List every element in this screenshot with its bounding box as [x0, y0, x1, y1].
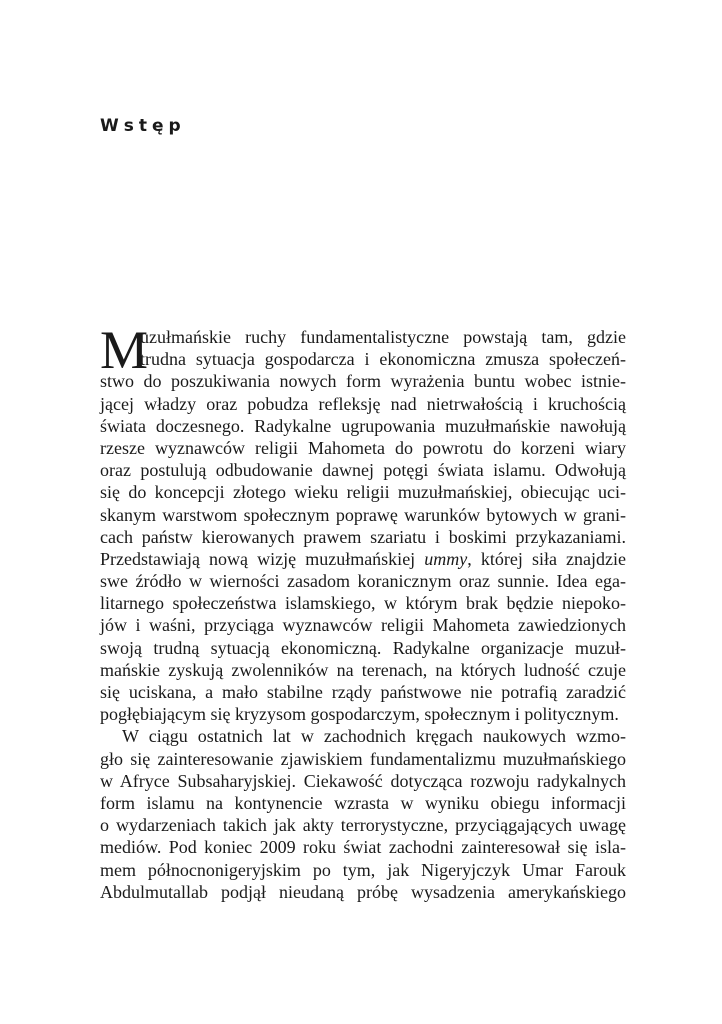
text-line: jów i waśni, przyciąga wyznawców religii Mahometa zawiedzionych — [100, 615, 626, 636]
text-line: W ciągu ostatnich lat w zachodnich kręgach naukowych wzmo- — [122, 726, 626, 747]
text-line: mańskie zyskują zwolenników na terenach, na których ludność czuje — [100, 659, 626, 680]
text-line: w Afryce Subsaharyjskiej. Ciekawość dotycząca rozwoju radykalnych — [100, 770, 626, 791]
text-line: o wydarzeniach takich jak akty terrorystyczne, przyciągających uwagę — [100, 815, 626, 836]
text-line: mem północnonigeryjskim po tym, jak Nigeryjczyk Umar Farouk — [100, 859, 626, 880]
text-line: świata doczesnego. Radykalne ugrupowania muzułmańskie nawołują — [100, 415, 626, 436]
text-line: uzułmańskie ruchy fundamentalistyczne powstają tam, gdzie — [140, 327, 626, 347]
italic-term: ummy — [424, 548, 468, 569]
text-line: gło się zainteresowanie zjawiskiem fundamentalizmu muzułmańskiego — [100, 748, 626, 769]
text-line: stwo do poszukiwania nowych form wyrażenia buntu wobec istnie- — [100, 371, 626, 392]
text-line: pogłębiającym się kryzysom gospodarczym, społecznym i politycznym. — [100, 704, 619, 725]
text-line: rzesze wyznawców religii Mahometa do powrotu do korzeni wiary — [100, 437, 626, 458]
text-line: form islamu na kontynencie wzrasta w wyniku obiegu informacji — [100, 792, 626, 813]
text-line: oraz postulują odbudowanie dawnej potęgi świata islamu. Odwołują — [100, 460, 626, 481]
text-line: swoją trudną sytuacją ekonomiczną. Radykalne organizacje muzuł- — [100, 637, 626, 658]
text-line: cach państw kierowanych prawem szariatu i boskimi przykazaniami. — [100, 526, 626, 547]
text-segment: , której siła znajdzie — [467, 548, 626, 569]
text-segment: Przedstawiają nową wizję muzułmańskiej — [100, 548, 425, 569]
body-text — [100, 320, 626, 903]
chapter-heading: Wstęp — [100, 116, 186, 136]
text-line: swe źródło w wierności zasadom koranicznym oraz sunnie. Idea ega- — [100, 571, 626, 592]
text-line-ummy — [100, 548, 626, 570]
text-line: się uciskana, a mało stabilne rządy państwowe nie potrafią zaradzić — [100, 682, 626, 702]
text-line: się do koncepcji złotego wieku religii muzułmańskiej, obiecując uci- — [100, 482, 626, 503]
text-line: litarnego społeczeństwa islamskiego, w którym brak będzie niepoko- — [100, 593, 626, 614]
text-line: Abdulmutallab podjął nieudaną próbę wysadzenia amerykańskiego — [100, 881, 626, 902]
text-line: mediów. Pod koniec 2009 roku świat zachodni zainteresował się isla- — [100, 837, 626, 858]
text-line: jącej władzy oraz pobudza refleksję nad nietrwałością i kruchością — [100, 393, 626, 414]
drop-cap: M — [100, 320, 149, 380]
text-line: trudna sytuacja gospodarcza i ekonomiczna zmusza społeczeń- — [140, 349, 626, 370]
text-line: skanym warstwom społecznym poprawę warunków bytowych w grani- — [100, 504, 626, 525]
